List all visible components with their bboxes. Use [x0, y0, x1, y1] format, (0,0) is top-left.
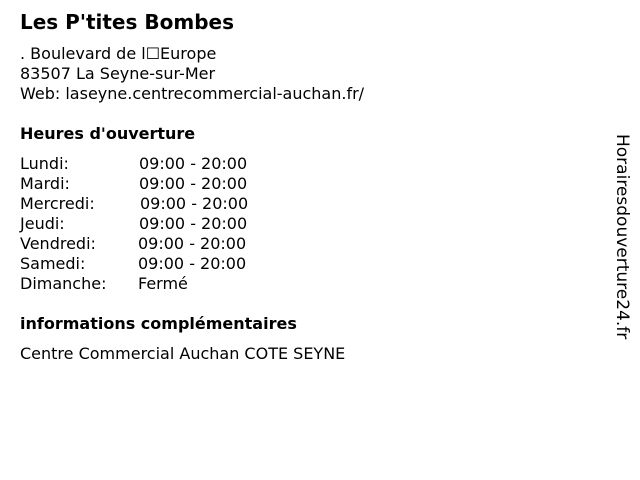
- address-block: [20, 44, 364, 104]
- day-hours: 09:00 - 20:00: [139, 174, 248, 193]
- additional-info-text: Centre Commercial Auchan COTE SEYNE: [20, 344, 346, 363]
- additional-info-heading: informations complémentaires: [20, 314, 297, 333]
- day-hours: 09:00 - 20:00: [139, 214, 248, 233]
- address-city: 83507 La Seyne-sur-Mer: [20, 64, 216, 83]
- day-label: Vendredi:: [20, 234, 96, 253]
- day-hours: 09:00 - 20:00: [139, 154, 248, 173]
- hours-row-saturday: [20, 254, 320, 274]
- hours-row-sunday: [20, 274, 320, 294]
- hours-row-friday: [20, 234, 320, 254]
- hours-row-monday: [20, 154, 320, 174]
- day-label: Dimanche:: [20, 274, 107, 293]
- website-link[interactable]: Web: laseyne.centrecommercial-auchan.fr/: [20, 84, 365, 103]
- site-watermark: Horairesdouverture24.fr: [612, 134, 632, 340]
- day-label: Jeudi:: [20, 214, 65, 233]
- day-hours: 09:00 - 20:00: [138, 254, 247, 273]
- hours-row-tuesday: [20, 174, 320, 194]
- day-label: Lundi:: [20, 154, 69, 173]
- business-name: Les P'tites Bombes: [20, 10, 234, 34]
- hours-row-thursday: [20, 214, 320, 234]
- day-label: Mardi:: [20, 174, 70, 193]
- day-hours: Fermé: [138, 274, 188, 293]
- day-hours: 09:00 - 20:00: [140, 194, 249, 213]
- day-label: Samedi:: [20, 254, 86, 273]
- address-street: . Boulevard de l☐Europe: [20, 44, 217, 63]
- hours-row-wednesday: [20, 194, 320, 214]
- opening-hours-table: [20, 154, 320, 294]
- opening-hours-heading: Heures d'ouverture: [20, 124, 196, 143]
- day-label: Mercredi:: [20, 194, 95, 213]
- day-hours: 09:00 - 20:00: [138, 234, 247, 253]
